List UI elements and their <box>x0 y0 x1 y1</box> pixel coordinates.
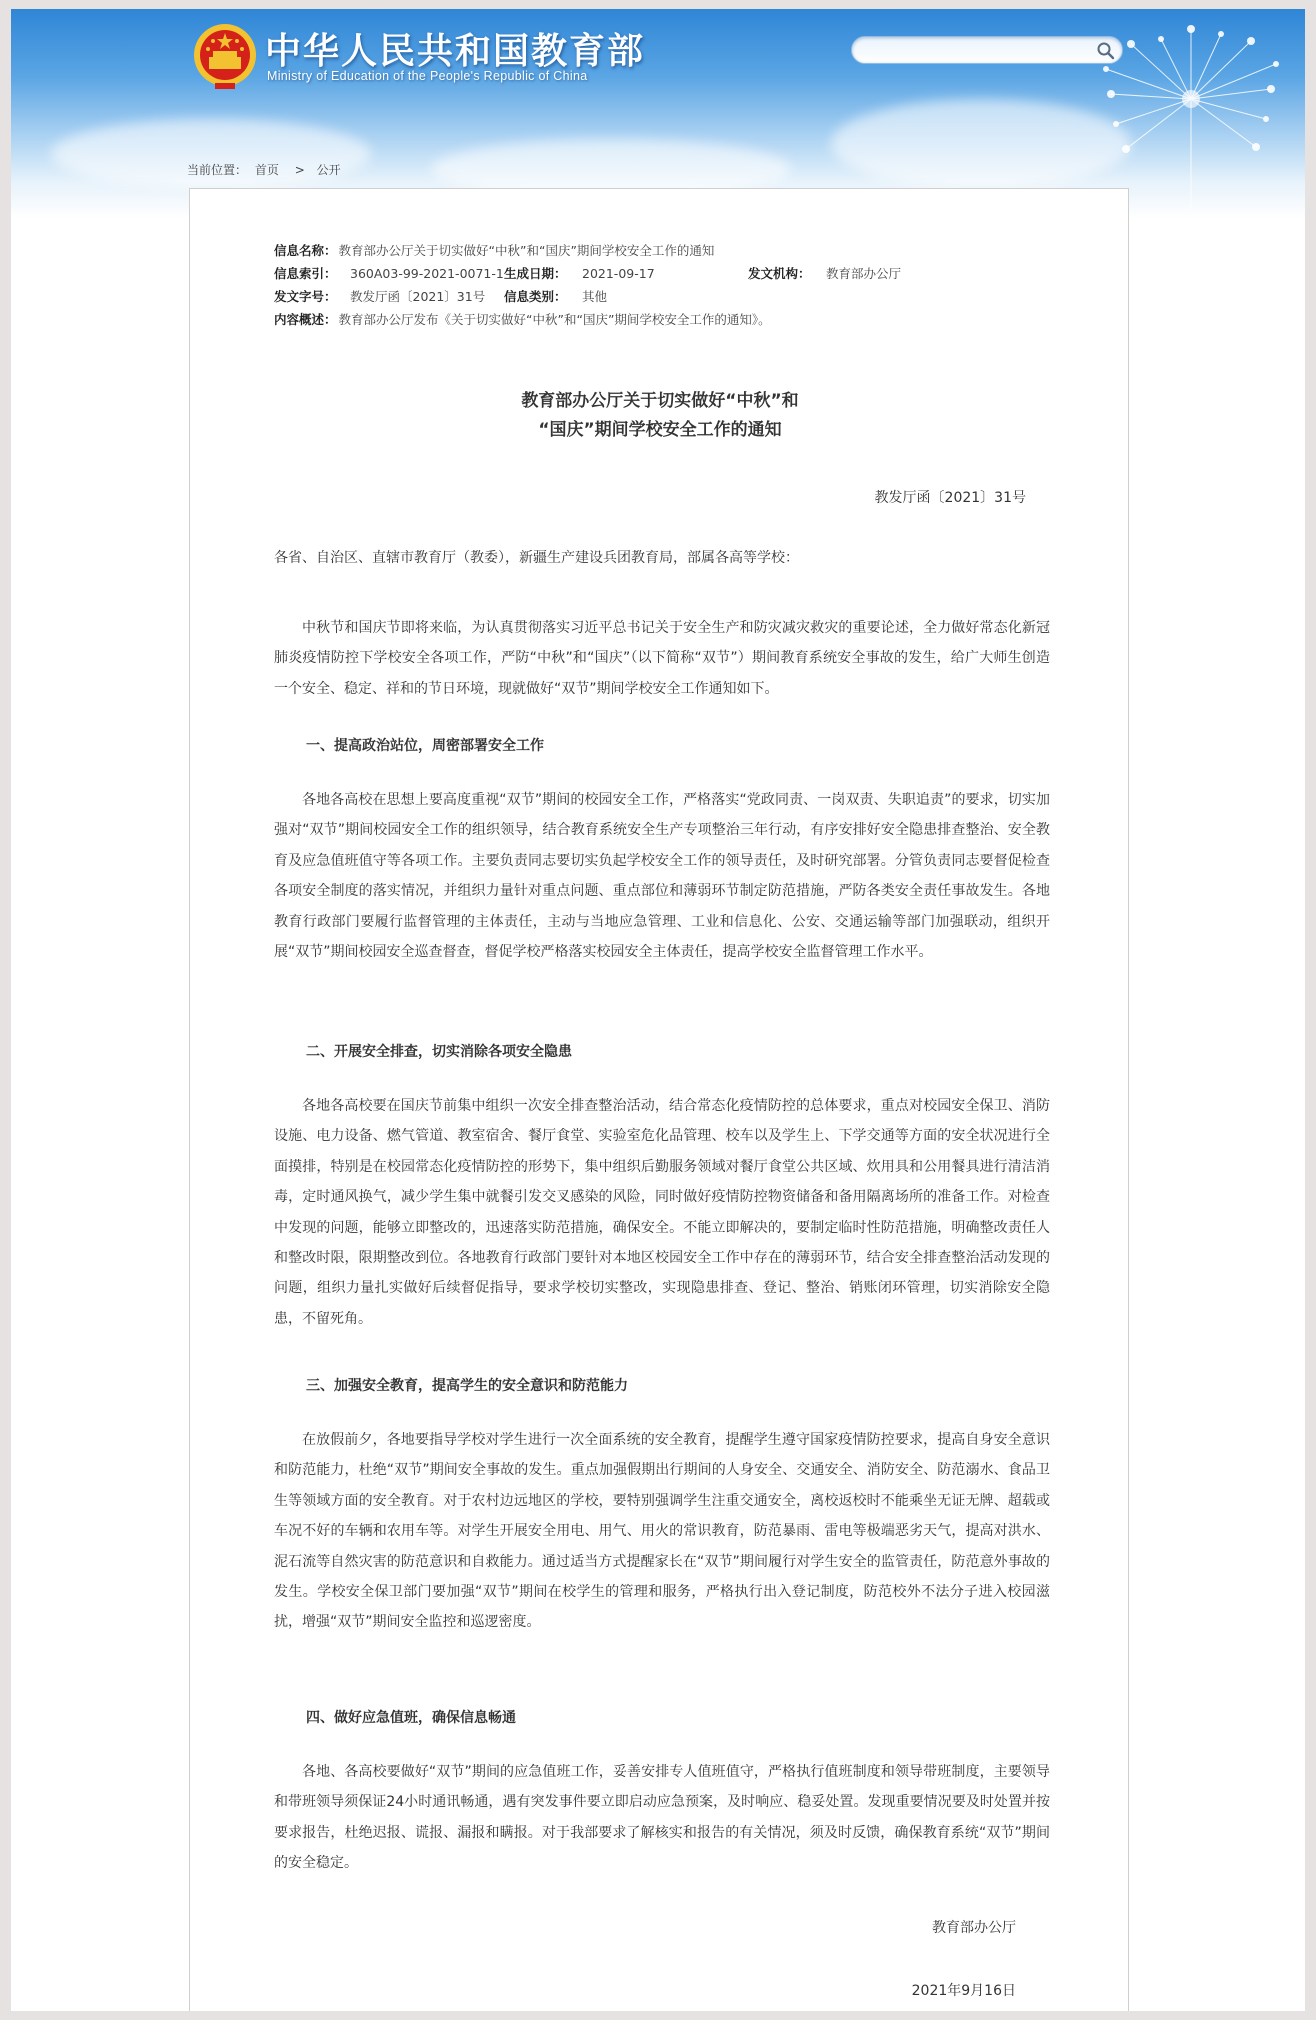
section-heading-2: 二、开展安全排查，切实消除各项安全隐患 <box>306 1044 572 1060</box>
national-emblem-icon <box>191 21 259 93</box>
meta-name-value: 教育部办公厅关于切实做好“中秋”和“国庆”期间学校安全工作的通知 <box>338 243 715 258</box>
search-box <box>851 36 1123 64</box>
section-body-3: 在放假前夕，各地要指导学校对学生进行一次全面系统的安全教育，提醒学生遵守国家疫情防控要求，提高自身安全意识和防范能力，杜绝“双节”期间安全事故的发生。重点加强假期出行期间的人身安全、交通安全、消防安全、防范溺水、食品卫生等领域方面的安全教育。对于农村边远地区的学校，要特别强调学生注重交通安全，离校返校时不能乘坐无证无牌、超载或车况不好的车辆和农用车等。对学生开展安全用电、用气、用火的常识教育，防范暴雨、雷电等极端恶劣天气，提高对洪水、泥石流等自然灾害的防范意识和自救能力。通过适当方式提醒家长在“双节”期间履行对学生安全的监管责任，防范意外事故的发生。学校安全保卫部门要加强“双节”期间在校学生的管理和服务，严格执行出入登记制度，防范校外不法分子进入校园滋扰，增强“双节”期间安全监控和巡逻密度。 <box>274 1432 1050 1631</box>
meta-docno-label: 发文字号： <box>274 289 337 304</box>
breadcrumb-public-link[interactable]: 公开 <box>316 163 341 177</box>
section-body-2: 各地各高校要在国庆节前集中组织一次安全排查整治活动，结合常态化疫情防控的总体要求，重点对校园安全保卫、消防设施、电力设备、燃气管道、教室宿舍、餐厅食堂、实验室危化品管理、校车以及学生上、下学交通等方面的安全状况进行全面摸排，特别是在校园常态化疫情防控的形势下，集中组织后勤服务领域对餐厅食堂公共区域、炊用具和公用餐具进行清洁消毒，定时通风换气，减少学生集中就餐引发交叉感染的风险，同时做好疫情防控物资储备和备用隔离场所的准备工作。对检查中发现的问题，能够立即整改的，迅速落实防范措施，确保安全。不能立即解决的，要制定临时性防范措施，明确整改责任人和整改时限，限期整改到位。各地教育行政部门要针对本地区校园安全工作中存在的薄弱环节，结合安全排查整治活动发现的问题，组织力量扎实做好后续督促指导，要求学校切实整改，实现隐患排查、登记、整治、销账闭环管理，切实消除安全隐患，不留死角。 <box>274 1098 1050 1327</box>
document-title <box>190 387 1130 445</box>
document-number: 教发厅函〔2021〕31号 <box>874 490 1026 506</box>
meta-docno-value: 教发厅函〔2021〕31号 <box>350 289 486 304</box>
meta-summary-value: 教育部办公厅发布《关于切实做好“中秋”和“国庆”期间学校安全工作的通知》。 <box>338 312 771 327</box>
site-title: 中华人民共和国教育部 <box>265 31 646 72</box>
info-metadata <box>274 239 1054 331</box>
meta-date-label: 生成日期： <box>504 266 567 281</box>
meta-index-value: 360A03-99-2021-0071-1 <box>350 266 504 281</box>
document-addressee: 各省、自治区、直辖市教育厅（教委），新疆生产建设兵团教育局，部属各高等学校： <box>274 550 799 566</box>
article-container <box>189 188 1129 2011</box>
meta-category-value: 其他 <box>582 289 608 304</box>
document-signer: 教育部办公厅 <box>932 1920 1016 1936</box>
meta-date-value: 2021-09-17 <box>582 266 655 281</box>
breadcrumb-prefix: 当前位置： <box>187 163 248 177</box>
search-icon[interactable] <box>1096 41 1116 61</box>
document-date: 2021年9月16日 <box>911 1983 1016 1999</box>
section-body-4: 各地、各高校要做好“双节”期间的应急值班工作，妥善安排专人值班值守，严格执行值班制度和领导带班制度，主要领导和带班领导须保证24小时通讯畅通，遇有突发事件要立即启动应急预案，及时响应、稳妥处置。发现重要情况要及时处置并按要求报告，杜绝迟报、谎报、漏报和瞒报。对于我部要求了解核实和报告的有关情况，须及时反馈，确保教育系统“双节”期间的安全稳定。 <box>274 1764 1050 1872</box>
section-heading-3: 三、加强安全教育，提高学生的安全意识和防范能力 <box>306 1378 628 1394</box>
meta-row-name <box>274 239 1054 262</box>
section-body-1: 各地各高校在思想上要高度重视“双节”期间的校园安全工作，严格落实“党政同责、一岗双责、失职追责”的要求，切实加强对“双节”期间校园安全工作的组织领导，结合教育系统安全生产专项整治三年行动，有序安排好安全隐患排查整治、安全教育及应急值班值守等各项工作。主要负责同志要切实负起学校安全工作的领导责任，及时研究部署。分管负责同志要督促检查各项安全制度的落实情况，并组织力量针对重点问题、重点部位和薄弱环节制定防范措施，严防各类安全责任事故发生。各地教育行政部门要履行监督管理的主体责任，主动与当地应急管理、工业和信息化、公安、交通运输等部门加强联动，组织开展“双节”期间校园安全巡查督查，督促学校严格落实校园安全主体责任，提高学校安全监督管理工作水平。 <box>274 792 1050 961</box>
meta-row-summary <box>274 308 1054 331</box>
site-subtitle: Ministry of Education of the People's Republic of China <box>267 69 588 83</box>
meta-name-label: 信息名称： <box>274 243 337 258</box>
cloud-decoration <box>51 119 371 189</box>
breadcrumb <box>187 161 345 178</box>
meta-row-index <box>274 262 1054 285</box>
document-title-line1: 教育部办公厅关于切实做好“中秋”和 <box>521 391 799 411</box>
breadcrumb-separator: > <box>294 163 305 177</box>
meta-row-docno <box>274 285 1054 308</box>
intro-paragraph: 中秋节和国庆节即将来临，为认真贯彻落实习近平总书记关于安全生产和防灾减灾救灾的重要论述，全力做好常态化新冠肺炎疫情防控下学校安全各项工作，严防“中秋”和“国庆”（以下简称“双节”）期间教育系统安全事故的发生，给广大师生创造一个安全、稳定、祥和的节日环境，现就做好“双节”期间学校安全工作通知如下。 <box>274 620 1050 697</box>
meta-summary-label: 内容概述： <box>274 312 337 327</box>
section-heading-1: 一、提高政治站位，周密部署安全工作 <box>306 738 544 754</box>
page-frame <box>11 9 1305 2011</box>
meta-org-label: 发文机构： <box>748 266 811 281</box>
meta-org-value: 教育部办公厅 <box>826 266 902 281</box>
meta-index-label: 信息索引： <box>274 266 337 281</box>
search-input[interactable] <box>864 40 1084 60</box>
breadcrumb-home-link[interactable]: 首页 <box>254 163 279 177</box>
meta-category-label: 信息类别： <box>504 289 567 304</box>
document-title-line2: “国庆”期间学校安全工作的通知 <box>538 420 782 440</box>
section-heading-4: 四、做好应急值班，确保信息畅通 <box>306 1710 516 1726</box>
